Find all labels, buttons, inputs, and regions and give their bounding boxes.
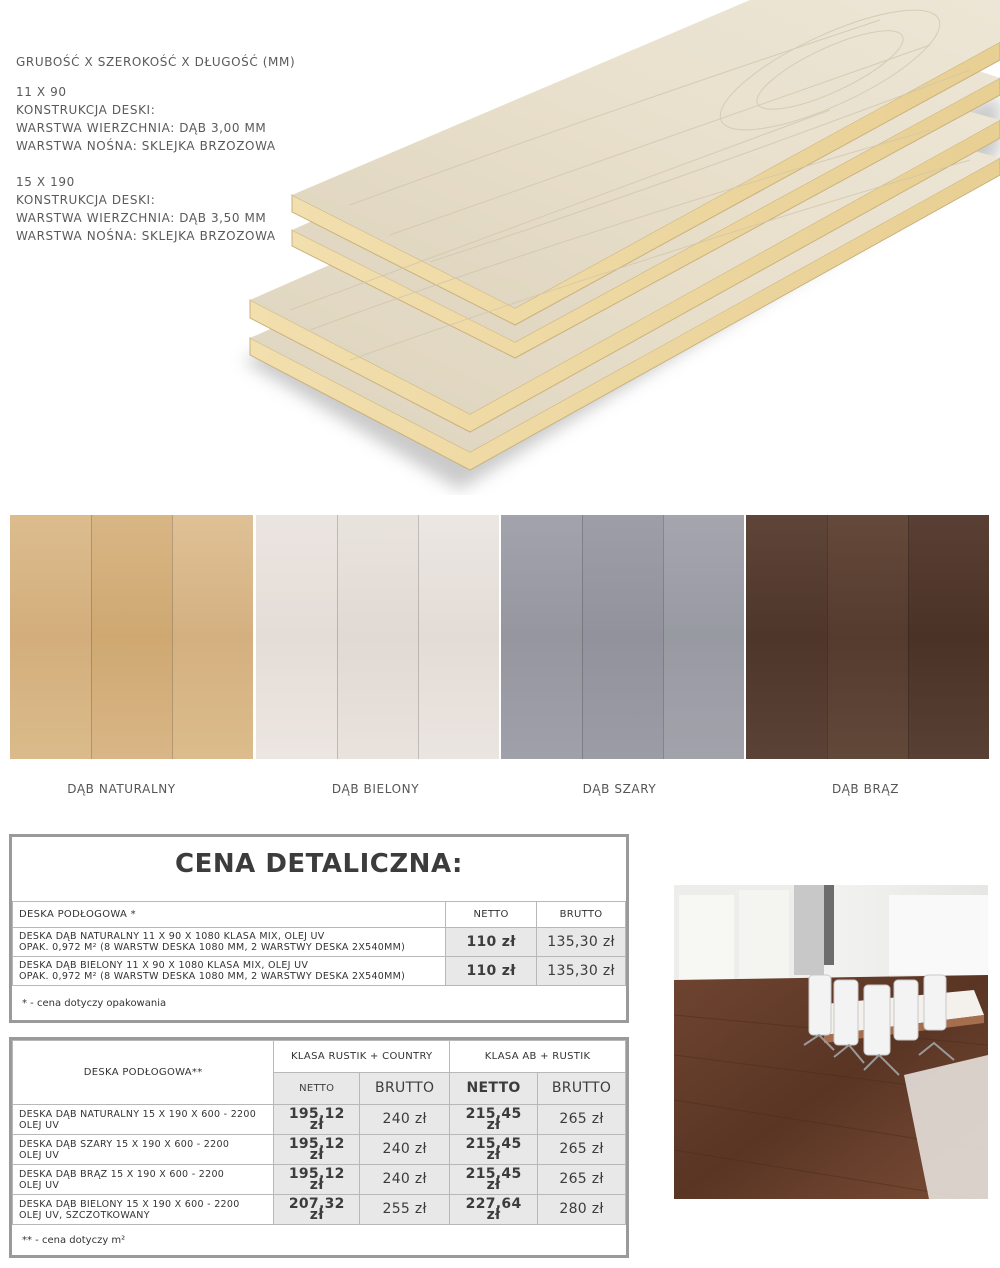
col-brutto: BRUTTO (537, 902, 626, 928)
table-row (13, 1165, 626, 1195)
col-product: DESKA PODŁOGOWA * (13, 902, 446, 928)
table-row (13, 957, 626, 986)
variant1-base-layer: WARSTWA NOŚNA: SKLEJKA BRZOZOWA (16, 139, 276, 153)
spec-heading: GRUBOŚĆ X SZEROKOŚĆ X DŁUGOŚĆ (MM) (16, 55, 296, 69)
variant1-top-layer: WARSTWA WIERZCHNIA: DĄB 3,00 MM (16, 121, 267, 135)
g1-col-brutto: BRUTTO (360, 1073, 450, 1105)
footnote-2: ** - cena dotyczy m² (22, 1235, 126, 1246)
g2-brutto-cell: 265 zł (538, 1105, 626, 1135)
g2-netto-cell: 215,45 zł (450, 1105, 538, 1135)
product-cell: DESKA DĄB NATURALNY 15 X 190 X 600 - 2200 OLEJ UV (13, 1105, 274, 1135)
g2-netto-cell: 215,45 zł (450, 1135, 538, 1165)
g1-netto-cell: 207,32 zł (274, 1195, 360, 1225)
g1-brutto-cell: 240 zł (360, 1135, 450, 1165)
swatch-label-naturalny: DĄB NATURALNY (67, 782, 176, 796)
variant2-base-layer: WARSTWA NOŚNA: SKLEJKA BRZOZOWA (16, 229, 276, 243)
group-ab-rustik: KLASA AB + RUSTIK (450, 1041, 626, 1073)
g1-col-netto: NETTO (274, 1073, 360, 1105)
product-cell: DESKA DĄB NATURALNY 11 X 90 X 1080 KLASA MIX, OLEJ UV OPAK. 0,972 M² (8 WARSTW DESKA 1080 MM, 2 WARSTWY DESKA 2X540MM) (13, 928, 446, 957)
swatch-dab-szary (501, 515, 744, 759)
g1-brutto-cell: 255 zł (360, 1195, 450, 1225)
variant2-construction: KONSTRUKCJA DESKI: (16, 193, 156, 207)
swatch-dab-braz (746, 515, 989, 759)
group-rustik-country: KLASA RUSTIK + COUNTRY (274, 1041, 450, 1073)
col-netto: NETTO (446, 902, 537, 928)
retail-price-table-15x190 (9, 1037, 629, 1258)
variant1-construction: KONSTRUKCJA DESKI: (16, 103, 156, 117)
product-cell: DESKA DĄB SZARY 15 X 190 X 600 - 2200 OLEJ UV (13, 1135, 274, 1165)
netto-cell: 110 zł (446, 957, 537, 986)
product-cell: DESKA DĄB BRĄZ 15 X 190 X 600 - 2200 OLEJ UV (13, 1165, 274, 1195)
brutto-cell: 135,30 zł (537, 957, 626, 986)
g2-brutto-cell: 265 zł (538, 1165, 626, 1195)
price-table-2 (12, 1040, 626, 1225)
table-row (13, 1195, 626, 1225)
g2-col-brutto: BRUTTO (538, 1073, 626, 1105)
g1-netto-cell: 195,12 zł (274, 1135, 360, 1165)
brutto-cell: 135,30 zł (537, 928, 626, 957)
swatch-dab-bielony (256, 515, 499, 759)
product-cell: DESKA DĄB BIELONY 11 X 90 X 1080 KLASA MIX, OLEJ UV OPAK. 0,972 M² (8 WARSTW DESKA 1080 MM, 2 WARSTWY DESKA 2X540MM) (13, 957, 446, 986)
g1-brutto-cell: 240 zł (360, 1165, 450, 1195)
g2-col-netto: NETTO (450, 1073, 538, 1105)
g1-netto-cell: 195,12 zł (274, 1105, 360, 1135)
product-cell: DESKA DĄB BIELONY 15 X 190 X 600 - 2200 OLEJ UV, SZCZOTKOWANY (13, 1195, 274, 1225)
g1-brutto-cell: 240 zł (360, 1105, 450, 1135)
netto-cell: 110 zł (446, 928, 537, 957)
g1-netto-cell: 195,12 zł (274, 1165, 360, 1195)
variant2-top-layer: WARSTWA WIERZCHNIA: DĄB 3,50 MM (16, 211, 267, 225)
swatch-label-szary: DĄB SZARY (582, 782, 657, 796)
variant1-size: 11 X 90 (16, 85, 67, 99)
g2-netto-cell: 227,64 zł (450, 1195, 538, 1225)
interior-photo (674, 885, 988, 1199)
retail-price-title: CENA DETALICZNA: (175, 849, 463, 879)
g2-netto-cell: 215,45 zł (450, 1165, 538, 1195)
swatch-label-bielony: DĄB BIELONY (331, 782, 420, 796)
table-row (13, 1105, 626, 1135)
swatch-label-braz: DĄB BRĄZ (831, 782, 900, 796)
floor-planks-illustration (230, 0, 1000, 495)
price-table-1 (12, 901, 626, 986)
g2-brutto-cell: 280 zł (538, 1195, 626, 1225)
swatch-dab-naturalny (10, 515, 253, 759)
table-row (13, 928, 626, 957)
footnote-1: * - cena dotyczy opakowania (22, 998, 167, 1009)
retail-price-table-11x90 (9, 834, 629, 1023)
table-row (13, 1135, 626, 1165)
variant2-size: 15 X 190 (16, 175, 75, 189)
col-product: DESKA PODŁOGOWA** (13, 1041, 274, 1105)
g2-brutto-cell: 265 zł (538, 1135, 626, 1165)
